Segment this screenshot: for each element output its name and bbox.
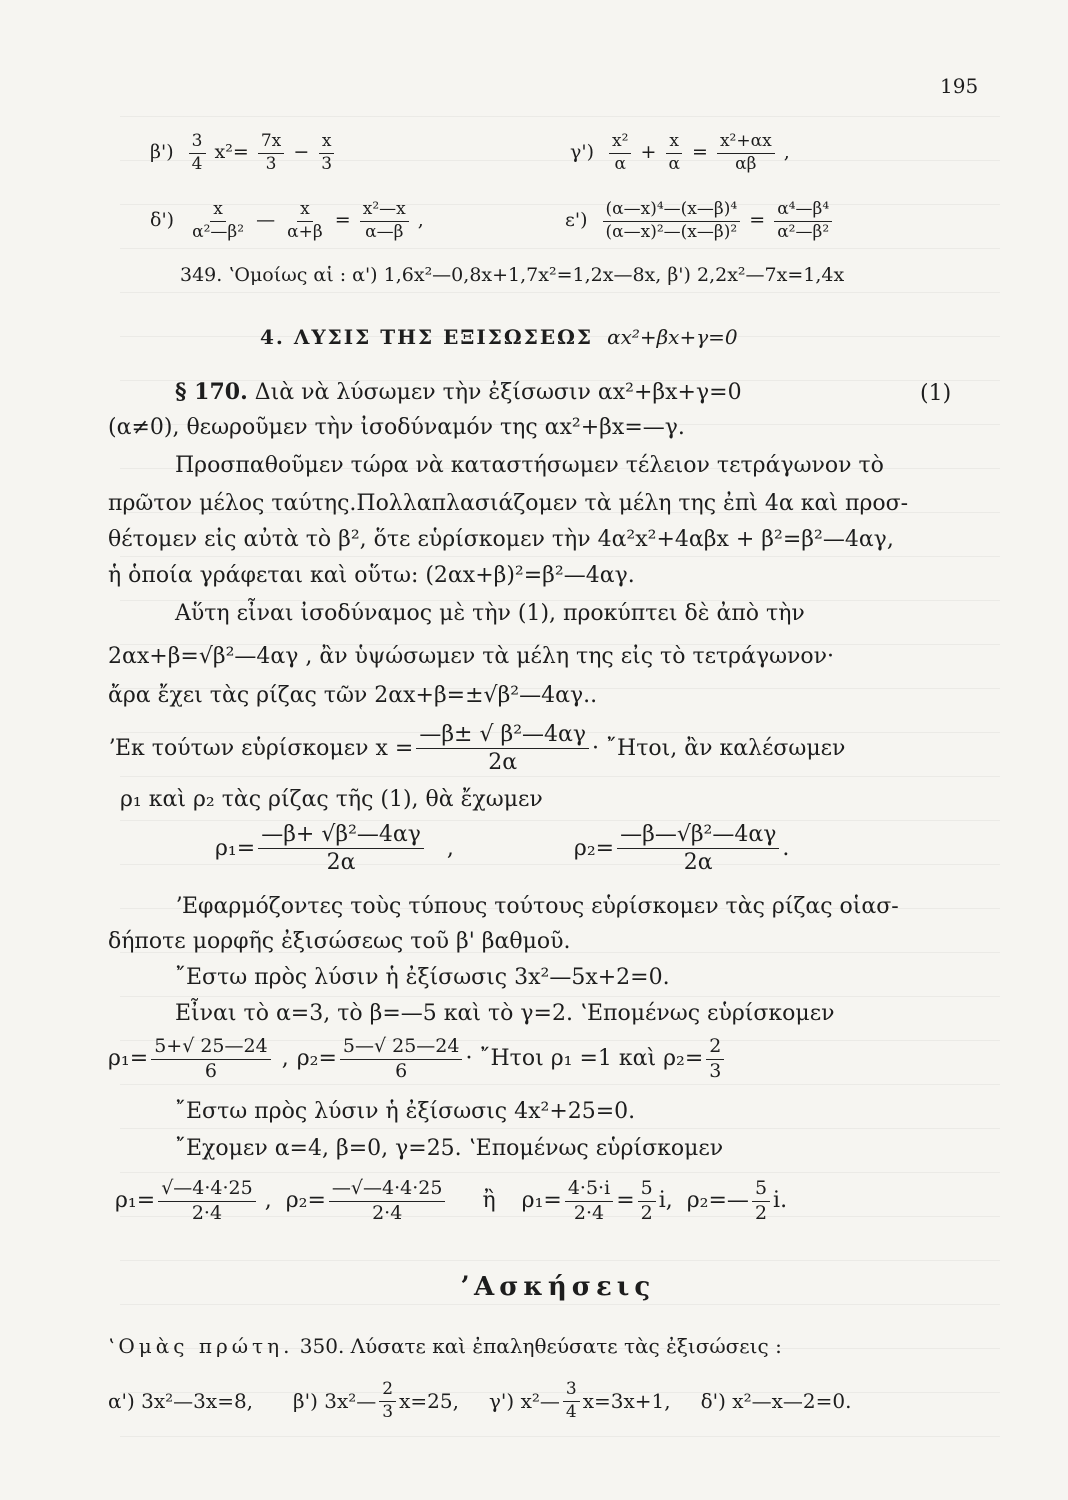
fraction: $\frac{2}{3}$ [706,1036,724,1083]
section-title [260,325,738,349]
fraction: $\frac{\text{x²+αx}}{\alpha\beta}$ [717,132,775,174]
label: γ') [570,141,594,164]
fraction: $\frac{x}{3}$ [318,132,335,174]
root-2-formula: $\frac{\text{—β—√β²—4αγ}}{2\alpha}$ [617,822,779,876]
equation-d: δ') x²—x—2=0. [700,1389,852,1414]
exercise-350-equations: α') 3x²—3x=8, β') 3x²— $\frac{2}{3}$ x=25, γ') x²— $\frac{3}{4}$ x=3x+1, δ') x²—x—2=0. [108,1379,852,1422]
text-line: πρῶτον μέλος ταύτης.Πολλαπλασιάζομεν τὰ μέλη της ἐπὶ 4α καὶ προσ- [108,491,909,516]
bleed-through-texture [120,90,1000,1470]
text-line: Εἶναι τὸ α=3, τὸ β=—5 καὶ τὸ γ=2. ʽΕπομένως εὑρίσκομεν [175,1001,835,1026]
fraction: $\frac{\text{x²—x}}{\alpha—\beta}$ [360,200,409,242]
text-line: ῎Εστω πρὸς λύσιν ἡ ἐξίσωσις 4x²+25=0. [175,1099,636,1124]
group-label: ʽΟμὰς πρώτη. [108,1334,294,1358]
exercise-350-intro: ʽΟμὰς πρώτη. 350. Λύσατε καὶ ἐπαληθεύσατε τὰς ἐξισώσεις : [108,1334,782,1358]
label: β') [150,141,174,164]
text-line: Αὕτη εἶναι ἰσοδύναμος μὲ τὴν (1), προκύπτει δὲ ἀπὸ τὴν [175,601,805,626]
root-formulas: ρ₁= $\frac{\text{—β+ √β²—4αγ}}{2\alpha}$ , ρ₂= $\frac{\text{—β—√β²—4αγ}}{2\alpha}$ . [215,822,790,876]
exercise-349: 349. ʽΟμοίως αἱ : α') 1,6x²—0,8x+1,7x²=1,2x—8x, β') 2,2x²—7x=1,4x [180,264,845,286]
equation-a: α') 3x²—3x=8, [108,1389,254,1414]
fraction: $\frac{4\cdot 5\cdot i}{2\cdot 4}$ [565,1178,613,1225]
fraction: $\frac{\text{x²}}{\alpha}$ [609,132,631,174]
text-line: ῎Εχομεν α=4, β=0, γ=25. ʽΕπομένως εὑρίσκομεν [175,1136,724,1161]
fraction: $\frac{\text{(α—x)⁴—(x—β)⁴}}{\text{(α—x)²—(x—β)²}}$ [603,200,741,242]
text-line: (α≠0), θεωροῦμεν τὴν ἰσοδύναμόν της αx²+βx=—γ. [108,415,685,440]
paragraph-170: § 170. Διὰ νὰ λύσωμεν τὴν ἐξίσωσιν αx²+βx+γ=0 [175,379,742,405]
text-line: ρ₁ καὶ ρ₂ τὰς ρίζας τῆς (1), θὰ ἔχωμεν [120,787,543,812]
fraction: $\frac{√—4\cdot 4\cdot 25}{2\cdot 4}$ [158,1178,256,1225]
text-line: ἄρα ἔχει τὰς ρίζας τῶν 2αx+β=±√β²—4αγ.. [108,683,598,708]
equation-b: β') 3x²— [293,1389,377,1414]
section-title-equation: αx²+βx+γ=0 [607,325,738,349]
fraction: $\frac{5}{2}$ [638,1178,656,1225]
equation-number: (1) [920,381,952,406]
text-line: ʼΕφαρμόζοντες τοὺς τύπους τούτους εὑρίσκομεν τὰς ρίζας οἱασ- [175,894,899,919]
fraction: $\frac{x}{\alpha+\beta}$ [287,199,323,242]
fraction: $\frac{x}{\alpha}$ [665,132,682,174]
example-1-roots: ρ₁= $\frac{5+√ 25—24}{6}$ , ρ₂= $\frac{5—√ 25—24}{6}$ · ῎Ητοι ρ₁ =1 καὶ ρ₂= $\frac{2}{3}$ [108,1036,727,1083]
fraction: $\frac{7x}{3}$ [258,132,284,174]
fraction: $\frac{5+√ 25—24}{6}$ [151,1036,271,1083]
text-line: 2αx+β=√β²—4αγ , ἂν ὑψώσωμεν τὰ μέλη της εἰς τὸ τετράγωνον· [108,644,835,669]
fraction: $\frac{—√—4\cdot 4\cdot 25}{2\cdot 4}$ [329,1178,446,1225]
label: ε') [565,209,588,232]
text-line: θέτομεν εἰς αὐτὰ τὸ β², ὅτε εὑρίσκομεν τὴν 4α²x²+4αβx + β²=β²—4αγ, [108,527,894,552]
exercise-e: ε') $\frac{\text{(α—x)⁴—(x—β)⁴}}{\text{(α—x)²—(x—β)²}}$ = $\frac{\text{α⁴—β⁴}}{\text{α²—β²}}$ [565,200,835,242]
example-2-roots: ρ₁= $\frac{√—4\cdot 4\cdot 25}{2\cdot 4}$ , ρ₂= $\frac{—√—4\cdot 4\cdot 25}{2\cdot 4}$ ἢ ρ₁= $\frac{4\cdot 5\cdot i}{2\cdot 4}$ = $\frac{5}{2}$ i, ρ₂=— $\frac{5}{2}$ i. [115,1177,788,1224]
exercises-heading: ʼΑσκήσεις [460,1272,656,1302]
equation-g: γ') x²— [488,1389,560,1414]
page-number: 195 [940,74,979,98]
fraction: $\frac{5}{2}$ [752,1178,770,1225]
fraction: $\frac{\text{α⁴—β⁴}}{\text{α²—β²}}$ [774,200,832,242]
root-1-formula: $\frac{\text{—β+ √β²—4αγ}}{2\alpha}$ [258,822,424,876]
exercise-b: β') $\frac{3}{4}$ x²= $\frac{7x}{3}$ − $\frac{x}{3}$ [150,132,338,174]
fraction: $\frac{x}{\text{α²—β²}}$ [192,199,245,242]
fraction: $\frac{2}{3}$ [379,1380,396,1422]
text-line: Προσπαθοῦμεν τώρα νὰ καταστήσωμεν τέλειον τετράγωνον τὸ [175,453,884,478]
quadratic-formula: $\frac{\text{—β± √ β²—4αγ}}{2\alpha}$ [416,722,589,776]
fraction: $\frac{5—√ 25—24}{6}$ [340,1036,463,1083]
formula-line: ʼΕκ τούτων εὑρίσκομεν x = $\frac{\text{—β± √ β²—4αγ}}{2\alpha}$ · ῎Ητοι, ἂν καλέσωμεν [108,722,846,776]
exercise-d: δ') $\frac{x}{\text{α²—β²}}$ — $\frac{x}{\alpha+\beta}$ = $\frac{\text{x²—x}}{\alpha—\beta}$ , [150,199,424,242]
text-line: δήποτε μορφῆς ἐξισώσεως τοῦ β' βαθμοῦ. [108,929,571,954]
label: δ') [150,209,175,232]
exercise-g: γ') $\frac{\text{x²}}{\alpha}$ + $\frac{x}{\alpha}$ = $\frac{\text{x²+αx}}{\alpha\beta}$ , [570,131,790,174]
fraction: $\frac{3}{4}$ [563,1380,580,1422]
text-line: ἡ ὁποία γράφεται καὶ οὕτω: (2αx+β)²=β²—4αγ. [108,563,635,588]
text-line: ῎Εστω πρὸς λύσιν ἡ ἐξίσωσις 3x²—5x+2=0. [175,965,670,990]
fraction: $\frac{3}{4}$ [189,132,206,174]
section-title-text: 4. ΛΥΣΙΣ ΤΗΣ ΕΞΙΣΩΣΕΩΣ [260,325,594,349]
paragraph-number: § 170. [175,379,248,405]
